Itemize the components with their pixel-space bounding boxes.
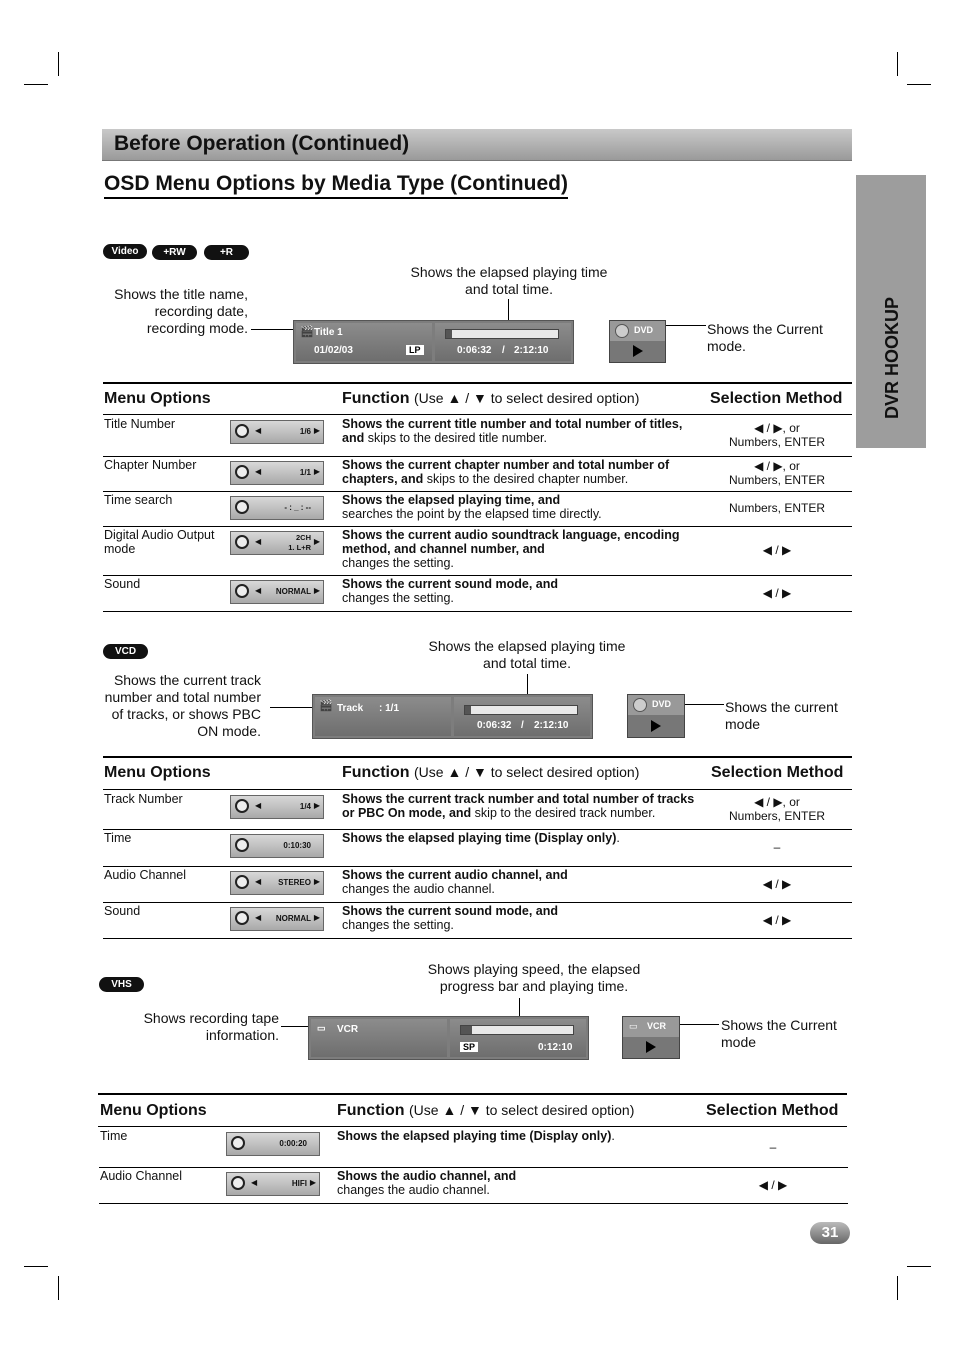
section-title: Before Operation (Continued) bbox=[114, 132, 410, 155]
callout-mode: Shows the Current mode. bbox=[707, 321, 823, 354]
function-rest: . bbox=[616, 831, 620, 845]
function-description bbox=[337, 1169, 692, 1197]
left-arrow-icon: ◀ bbox=[255, 467, 262, 476]
function-bold: Shows the current sound mode, and bbox=[342, 904, 558, 918]
osd-mini-display bbox=[230, 420, 324, 444]
callout-mode: Shows the current mode bbox=[725, 699, 838, 732]
display-index: 1. bbox=[288, 543, 295, 552]
display-value: 1/6 bbox=[299, 427, 311, 436]
callout-track: Shows the current track number and total number of tracks, or shows PBC ON mode. bbox=[104, 672, 261, 739]
disc-icon bbox=[633, 698, 647, 712]
osd-date: 01/02/03 bbox=[314, 345, 353, 356]
callout-elapsed: Shows the elapsed playing time and total time. bbox=[428, 638, 626, 671]
display-value: 0:00:20 bbox=[279, 1139, 307, 1148]
function-bold: Shows the elapsed playing time, and bbox=[342, 493, 561, 507]
function-description bbox=[337, 1129, 692, 1143]
function-description bbox=[342, 458, 697, 486]
selection-line: – bbox=[773, 840, 781, 854]
function-bold: Shows the current track number and total number of tracks or PBC On mode, and bbox=[342, 792, 695, 820]
mode-label: DVD bbox=[634, 325, 654, 335]
display-value: 0:10:30 bbox=[283, 841, 311, 850]
osd-mini-display bbox=[230, 871, 324, 895]
selection-method bbox=[717, 586, 837, 600]
row-divider bbox=[103, 456, 852, 457]
play-icon bbox=[651, 720, 661, 732]
function-description bbox=[342, 577, 697, 605]
row-divider bbox=[99, 1203, 848, 1204]
function-rest: changes the setting. bbox=[342, 591, 454, 605]
display-mix: L+R bbox=[296, 543, 311, 552]
osd-mini-display bbox=[226, 1172, 320, 1196]
osd-track-label: Track bbox=[337, 703, 364, 714]
side-tab bbox=[856, 175, 926, 448]
option-label: Digital Audio Output mode bbox=[104, 528, 215, 556]
function-bold: Shows the elapsed playing time (Display only) bbox=[337, 1129, 612, 1143]
osd-elapsed: 0:06:32 bbox=[457, 345, 492, 356]
osd-dvr bbox=[293, 320, 574, 364]
display-value: NORMAL bbox=[275, 914, 311, 923]
left-arrow-icon: ◀ bbox=[255, 913, 262, 922]
osd-mini-display bbox=[230, 580, 324, 604]
option-label: Time search bbox=[104, 493, 173, 507]
badge-video: Video bbox=[103, 244, 147, 259]
option-label: Audio Channel bbox=[104, 868, 187, 882]
function-description bbox=[342, 493, 697, 521]
osd-track-value: : 1/1 bbox=[379, 703, 400, 714]
display-value: 1/1 bbox=[299, 468, 311, 477]
function-rest: changes the setting. bbox=[342, 556, 454, 570]
osd-progress bbox=[460, 1025, 574, 1035]
display-value: 1/4 bbox=[299, 802, 311, 811]
row-divider bbox=[103, 611, 852, 612]
row-divider bbox=[103, 491, 852, 492]
page-title: OSD Menu Options by Media Type (Continued) bbox=[104, 172, 568, 199]
function-rest: changes the audio channel. bbox=[337, 1183, 490, 1197]
mode-indicator-dvd bbox=[627, 694, 685, 738]
function-rest: skips to the desired chapter number. bbox=[423, 472, 629, 486]
osd-progress bbox=[464, 705, 578, 715]
osd-mini-display bbox=[230, 461, 324, 485]
side-tab-label: DVR HOOKUP bbox=[882, 296, 902, 419]
col-selection: Selection Method bbox=[711, 764, 844, 781]
tape-icon: ▭ bbox=[317, 1023, 326, 1033]
osd-progress bbox=[445, 329, 559, 339]
play-icon bbox=[646, 1041, 656, 1053]
col-menu-options: Menu Options bbox=[104, 390, 211, 407]
selection-method bbox=[713, 1140, 833, 1154]
right-arrow-icon: ▶ bbox=[313, 801, 320, 810]
option-icon bbox=[235, 424, 249, 438]
osd-total: 2:12:10 bbox=[534, 720, 569, 731]
col-menu-options: Menu Options bbox=[104, 764, 211, 781]
badge-rw: +RW bbox=[152, 245, 197, 260]
osd-sep: / bbox=[502, 345, 505, 356]
osd-title: Title 1 bbox=[314, 327, 343, 338]
badge-r: +R bbox=[204, 245, 249, 260]
option-icon bbox=[235, 875, 249, 889]
col-function: Function (Use ▲ / ▼ to select desired option) bbox=[342, 764, 640, 781]
selection-method bbox=[717, 840, 837, 854]
right-arrow-icon: ▶ bbox=[313, 913, 320, 922]
selection-line: ◀ / ▶ bbox=[762, 585, 792, 600]
page-number: 31 bbox=[810, 1222, 850, 1244]
mode-label: VCR bbox=[647, 1021, 667, 1031]
selection-line: ◀ / ▶, or bbox=[754, 421, 800, 435]
osd-mini-display bbox=[230, 496, 324, 520]
right-arrow-icon: ▶ bbox=[313, 426, 320, 435]
option-icon bbox=[235, 584, 249, 598]
function-bold: Shows the elapsed playing time (Display only) bbox=[342, 831, 617, 845]
selection-line: ◀ / ▶, or bbox=[754, 459, 800, 473]
selection-method bbox=[713, 1178, 833, 1192]
function-description bbox=[342, 528, 697, 570]
function-bold: Shows the audio channel, and bbox=[337, 1169, 517, 1183]
row-divider bbox=[103, 902, 852, 903]
option-label: Sound bbox=[104, 577, 141, 591]
row-divider bbox=[103, 526, 852, 527]
function-bold: Shows the current audio soundtrack language, encoding method, and channel number, and bbox=[342, 528, 680, 556]
option-icon bbox=[231, 1176, 245, 1190]
function-bold: Shows the current title number and total number of titles, and bbox=[342, 417, 683, 445]
badge-vhs: VHS bbox=[99, 977, 144, 992]
callout-elapsed: Shows the elapsed playing time and total time. bbox=[410, 264, 608, 297]
selection-line: ◀ / ▶, or bbox=[754, 795, 800, 809]
mode-label: DVD bbox=[652, 699, 672, 709]
osd-time: 0:12:10 bbox=[538, 1042, 573, 1053]
selection-line: Numbers, ENTER bbox=[728, 435, 826, 449]
osd-mini-display bbox=[230, 834, 324, 858]
function-rest: skips to the desired title number. bbox=[364, 431, 547, 445]
display-value: STEREO bbox=[278, 878, 311, 887]
left-arrow-icon: ◀ bbox=[255, 426, 262, 435]
selection-line: – bbox=[769, 1139, 777, 1154]
selection-line: Numbers, ENTER bbox=[728, 809, 826, 823]
selection-line: ◀ / ▶ bbox=[762, 912, 792, 927]
osd-mini-display bbox=[230, 531, 324, 555]
disc-icon bbox=[615, 324, 629, 338]
selection-line: Numbers, ENTER bbox=[728, 473, 826, 487]
osd-mini-display bbox=[230, 907, 324, 931]
row-divider bbox=[103, 575, 852, 576]
row-divider bbox=[103, 829, 852, 830]
function-rest: searches the point by the elapsed time directly. bbox=[342, 507, 602, 521]
display-value: NORMAL bbox=[275, 587, 311, 596]
col-selection: Selection Method bbox=[706, 1102, 839, 1119]
function-description bbox=[342, 417, 697, 445]
right-arrow-icon: ▶ bbox=[313, 877, 320, 886]
option-label: Title Number bbox=[104, 417, 176, 431]
display-value: HIFI bbox=[291, 1179, 307, 1188]
col-menu-options: Menu Options bbox=[100, 1102, 207, 1119]
function-bold: Shows the current audio channel, and bbox=[342, 868, 568, 882]
left-arrow-icon: ◀ bbox=[255, 537, 262, 546]
callout-mode: Shows the Current mode bbox=[721, 1017, 837, 1050]
tape-icon: ▭ bbox=[629, 1021, 638, 1031]
option-label: Time bbox=[100, 1129, 128, 1143]
section-header bbox=[102, 129, 852, 161]
left-arrow-icon: ◀ bbox=[255, 877, 262, 886]
callout-title: Shows the title name, recording date, recording mode. bbox=[114, 286, 248, 336]
option-icon bbox=[235, 500, 249, 514]
col-selection: Selection Method bbox=[710, 390, 843, 407]
function-rest: changes the setting. bbox=[342, 918, 454, 932]
selection-method bbox=[717, 543, 837, 557]
selection-method bbox=[717, 795, 837, 823]
option-icon bbox=[231, 1136, 245, 1150]
option-label: Track Number bbox=[104, 792, 183, 806]
play-icon bbox=[633, 345, 643, 357]
osd-vcd bbox=[312, 694, 593, 739]
osd-mini-display bbox=[226, 1132, 320, 1156]
option-icon bbox=[235, 838, 249, 852]
osd-speed-badge: SP bbox=[460, 1042, 478, 1052]
option-label: Sound bbox=[104, 904, 141, 918]
function-rest: . bbox=[611, 1129, 615, 1143]
callout-speed: Shows playing speed, the elapsed progress bar and playing time. bbox=[427, 961, 641, 994]
left-arrow-icon: ◀ bbox=[255, 586, 262, 595]
row-divider bbox=[103, 938, 852, 939]
osd-vcr-label: VCR bbox=[337, 1024, 359, 1035]
display-value: - : _ : -- bbox=[284, 503, 311, 512]
function-description bbox=[342, 831, 697, 845]
option-label: Audio Channel bbox=[100, 1169, 183, 1183]
function-bold: Shows the current sound mode, and bbox=[342, 577, 558, 591]
option-icon bbox=[235, 535, 249, 549]
option-label: Time bbox=[104, 831, 132, 845]
osd-elapsed: 0:06:32 bbox=[477, 720, 512, 731]
osd-mode-badge: LP bbox=[406, 345, 424, 355]
clapper-icon: 🎬 bbox=[300, 326, 314, 338]
option-icon bbox=[235, 465, 249, 479]
function-bold: Shows the current chapter number and total number of chapters, and bbox=[342, 458, 670, 486]
option-icon bbox=[235, 911, 249, 925]
option-icon bbox=[235, 799, 249, 813]
row-divider bbox=[99, 1167, 848, 1168]
row-divider bbox=[103, 866, 852, 867]
function-description bbox=[342, 904, 697, 932]
function-description bbox=[342, 868, 697, 896]
col-function: Function (Use ▲ / ▼ to select desired option) bbox=[337, 1102, 635, 1119]
display-value bbox=[288, 533, 311, 553]
selection-method bbox=[717, 459, 837, 487]
mode-indicator-vcr bbox=[622, 1016, 680, 1059]
col-function: Function (Use ▲ / ▼ to select desired option) bbox=[342, 390, 640, 407]
selection-method bbox=[717, 877, 837, 891]
osd-vhs bbox=[308, 1016, 589, 1060]
selection-method bbox=[717, 913, 837, 927]
display-channels: 2CH bbox=[295, 533, 311, 542]
right-arrow-icon: ▶ bbox=[309, 1178, 316, 1187]
left-arrow-icon: ◀ bbox=[251, 1178, 258, 1187]
mode-indicator-dvd bbox=[609, 320, 666, 363]
function-rest: changes the audio channel. bbox=[342, 882, 495, 896]
left-arrow-icon: ◀ bbox=[255, 801, 262, 810]
function-description bbox=[342, 792, 697, 820]
badge-vcd: VCD bbox=[103, 644, 148, 659]
right-arrow-icon: ▶ bbox=[313, 537, 320, 546]
selection-method bbox=[717, 421, 837, 449]
selection-line: ◀ / ▶ bbox=[762, 543, 792, 557]
selection-line: ◀ / ▶ bbox=[758, 1177, 788, 1192]
osd-sep: / bbox=[521, 720, 524, 731]
right-arrow-icon: ▶ bbox=[313, 586, 320, 595]
selection-method bbox=[717, 501, 837, 515]
osd-mini-display bbox=[230, 795, 324, 819]
selection-line: Numbers, ENTER bbox=[728, 501, 826, 515]
clapper-icon: 🎬 bbox=[319, 700, 333, 712]
callout-tape: Shows recording tape information. bbox=[143, 1010, 279, 1043]
function-rest: skip to the desired track number. bbox=[471, 806, 656, 820]
option-label: Chapter Number bbox=[104, 458, 197, 472]
selection-line: ◀ / ▶ bbox=[762, 876, 792, 891]
osd-total: 2:12:10 bbox=[514, 345, 549, 356]
right-arrow-icon: ▶ bbox=[313, 467, 320, 476]
